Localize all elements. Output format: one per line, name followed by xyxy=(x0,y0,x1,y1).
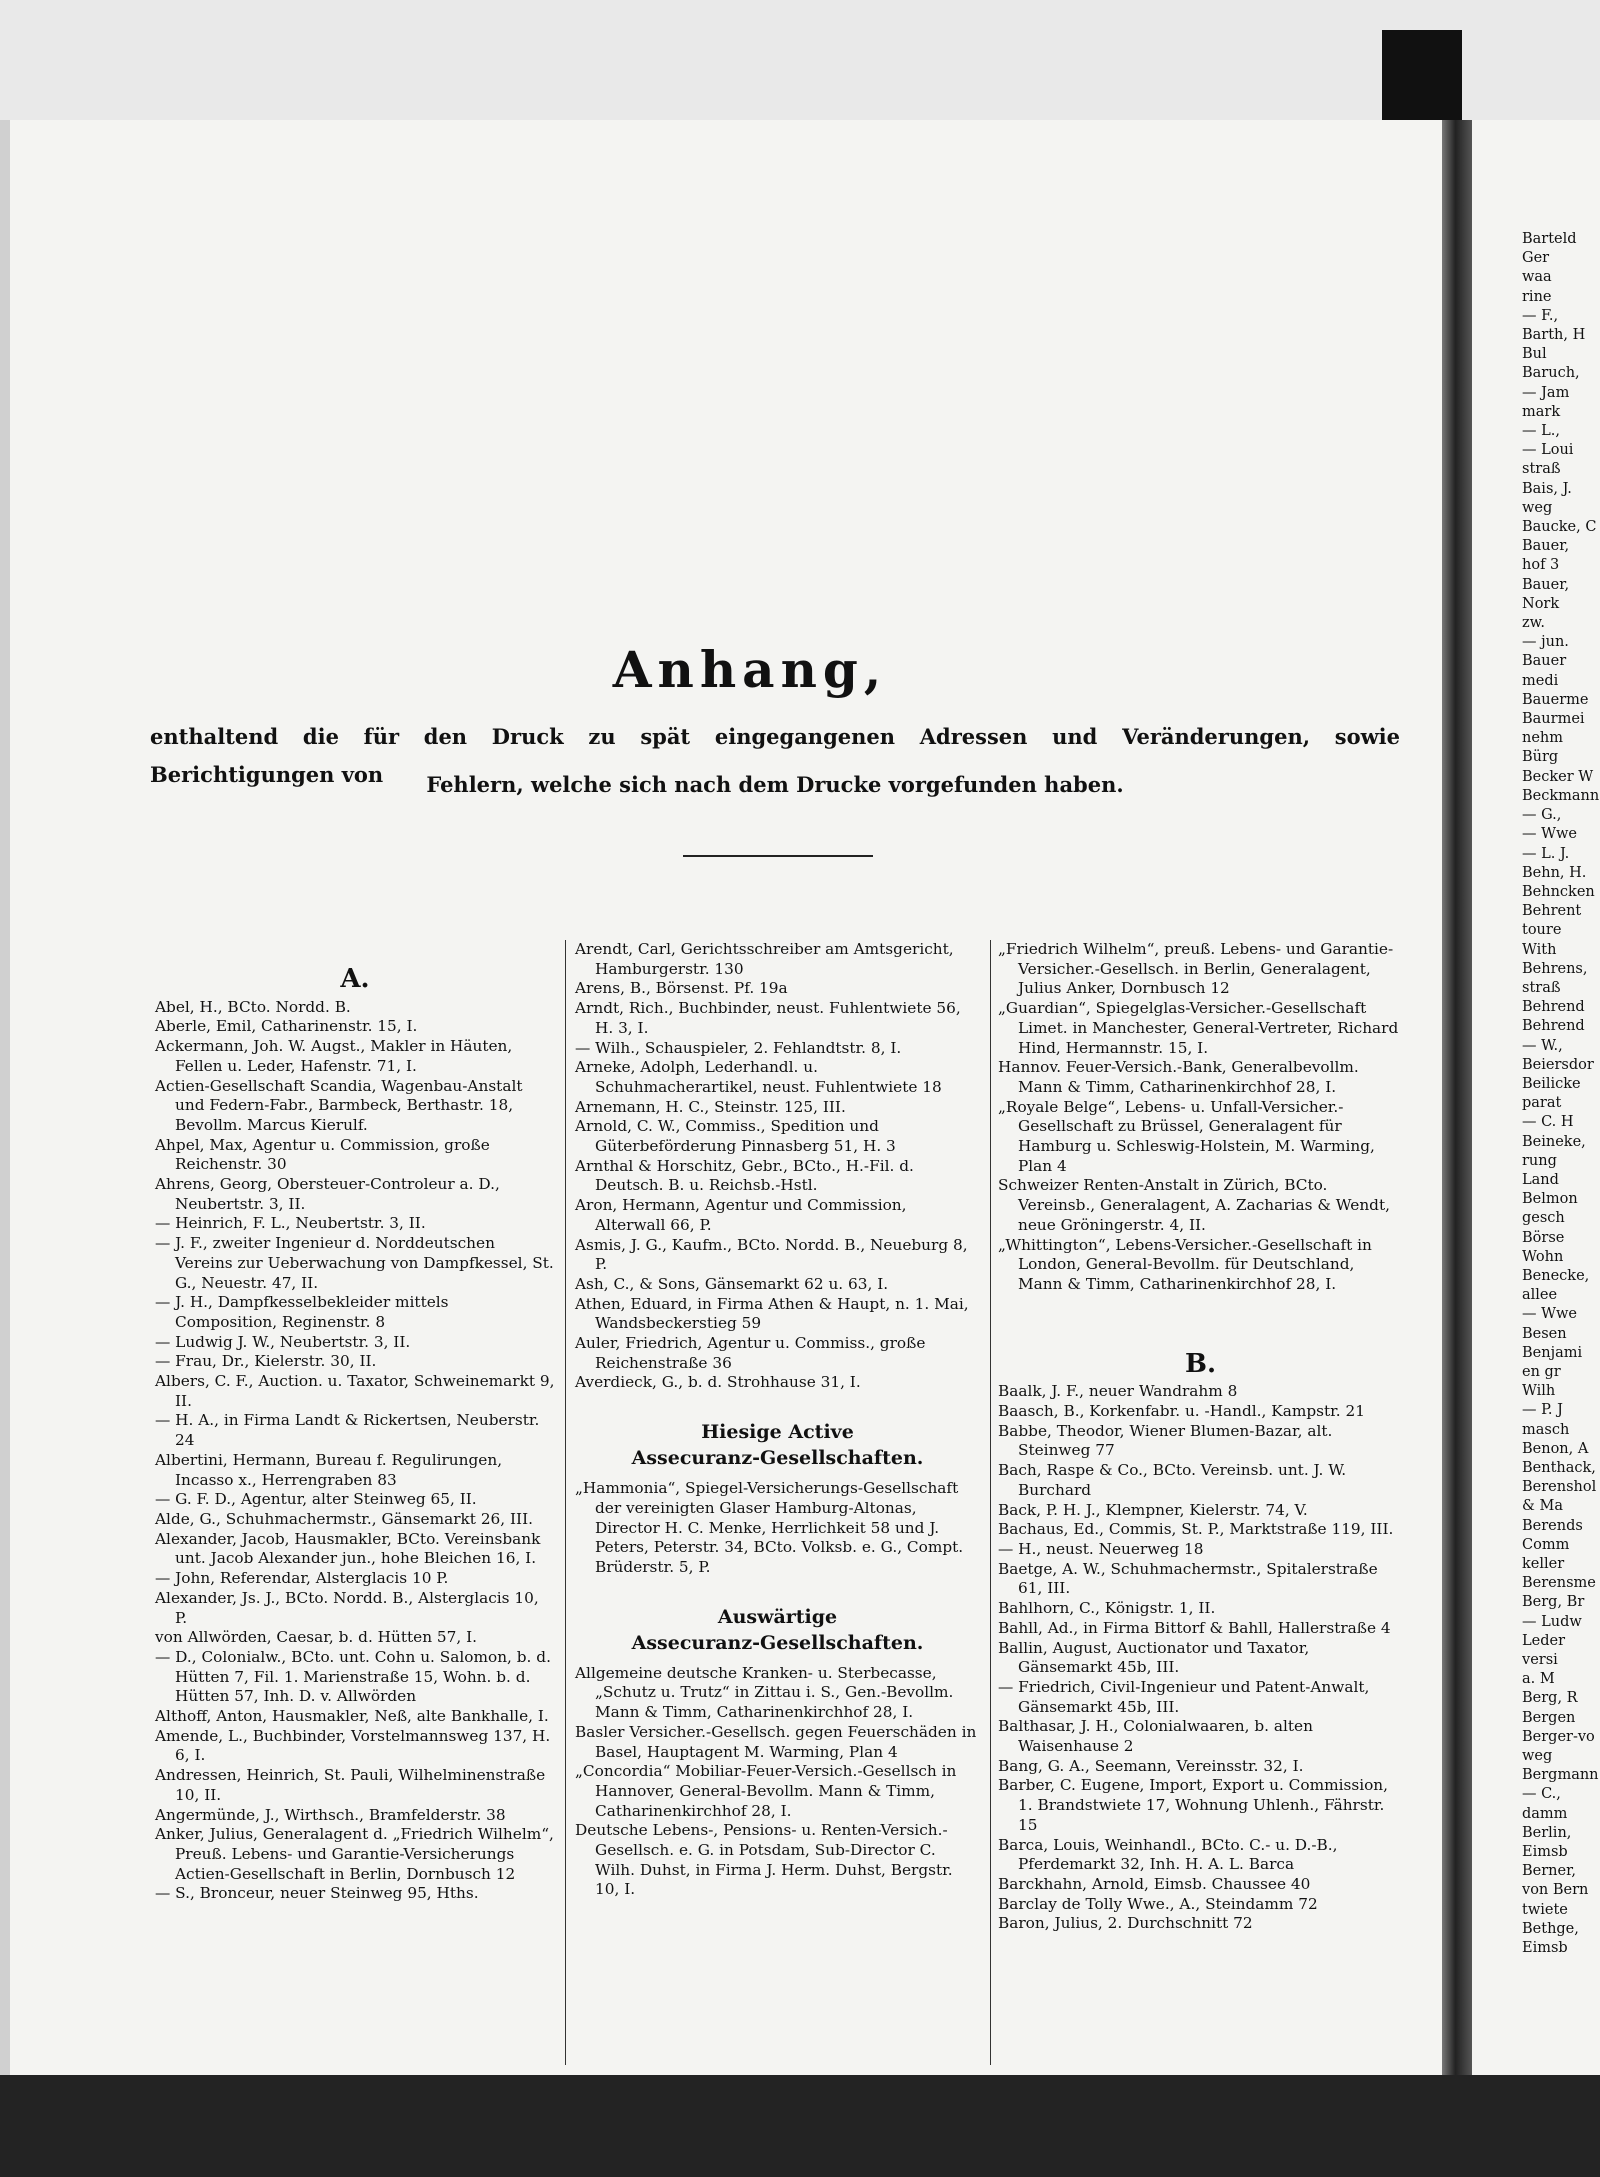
fragment-line: Beilicke xyxy=(1522,1075,1581,1092)
fragment-line: Behrens, xyxy=(1522,960,1588,977)
intro-line-2: Fehlern, welche sich nach dem Drucke vorgefunden haben. xyxy=(426,772,1124,797)
fragment-line: medi xyxy=(1522,672,1559,689)
insurance-entry: Deutsche Lebens-, Pensions- u. Renten-Versich.-Gesellsch. e. G. in Potsdam, Sub-Director C. Wilh. Duhst, in Firma J. Herm. Duhst, Bergstr. 10, I. xyxy=(575,1821,953,1899)
fragment-line: Baruch, xyxy=(1522,365,1580,382)
directory-entry: Ballin, August, Auctionator und Taxator, Gänsemarkt 45b, III. xyxy=(998,1638,1310,1677)
directory-entry: Baalk, J. F., neuer Wandrahm 8 xyxy=(998,1382,1238,1401)
directory-entry: Auler, Friedrich, Agentur u. Commiss., große Reichenstraße 36 xyxy=(575,1334,926,1372)
directory-entry: Ackermann, Joh. W. Augst., Makler in Häuten, Fellen u. Leder, Hafenstr. 71, I. xyxy=(155,1037,513,1075)
directory-entry: — S., Bronceur, neuer Steinweg 95, Hths. xyxy=(155,1884,479,1903)
directory-entry: — Friedrich, Civil-Ingenieur und Patent-Anwalt, Gänsemarkt 45b, III. xyxy=(998,1677,1370,1716)
directory-entry: Bach, Raspe & Co., BCto. Vereinsb. unt. J. W. Burchard xyxy=(998,1461,1347,1499)
fragment-line: gesch xyxy=(1522,1210,1565,1227)
directory-entry: Aberle, Emil, Catharinenstr. 15, I. xyxy=(155,1017,418,1036)
fragment-line: Börse xyxy=(1522,1229,1565,1246)
directory-entry: — Heinrich, F. L., Neubertstr. 3, II. xyxy=(155,1214,426,1233)
fragment-line: — P. J xyxy=(1522,1402,1563,1419)
directory-entry: Back, P. H. J., Klempner, Kielerstr. 74, V. xyxy=(998,1500,1308,1519)
section-letter-a: A. xyxy=(340,964,370,994)
section2-subtitle: Assecuranz-Gesellschaften. xyxy=(631,1631,924,1654)
fragment-line: — G., xyxy=(1522,807,1562,824)
fragment-line: Behrend xyxy=(1522,1018,1585,1035)
insurance-entry: „Friedrich Wilhelm“, preuß. Lebens- und Garantie-Versicher.-Gesellsch. in Berlin, Generalagent, Julius Anker, Dornbusch 12 xyxy=(998,940,1394,998)
fragment-line: Benecke, xyxy=(1522,1267,1590,1284)
column-2 xyxy=(575,940,980,1900)
directory-entry: Alde, G., Schuhmachermstr., Gänsemarkt 26, III. xyxy=(155,1509,533,1528)
foreign-insurance-entries-continued xyxy=(998,940,1403,1295)
section-letter-b: B. xyxy=(1184,1348,1217,1379)
insurance-entry: Allgemeine deutsche Kranken- u. Sterbecasse, „Schutz u. Trutz“ in Zittau i. S., Gen.-Bevollm. Mann & Timm, Catharinenkirchhof 28, I. xyxy=(575,1663,954,1722)
fragment-line: straß xyxy=(1522,461,1561,478)
directory-entry: Alexander, Jacob, Hausmakler, BCto. Vereinsbank unt. Jacob Alexander jun., hohe Bleichen 16, I. xyxy=(155,1529,541,1568)
fragment-line: rine xyxy=(1522,288,1552,305)
directory-entry: Averdieck, G., b. d. Strohhause 31, I. xyxy=(575,1373,861,1392)
fragment-line: Benon, A xyxy=(1522,1440,1589,1457)
directory-entry: Baasch, B., Korkenfabr. u. -Handl., Kampstr. 21 xyxy=(998,1402,1365,1421)
fragment-line: Behn, H. xyxy=(1522,864,1587,881)
fragment-line: parat xyxy=(1522,1095,1562,1112)
directory-entry: Bang, G. A., Seemann, Vereinsstr. 32, I. xyxy=(998,1756,1304,1775)
fragment-line: Bauerme xyxy=(1522,691,1589,708)
fragment-line: Bethge, xyxy=(1522,1920,1579,1937)
dark-shadow xyxy=(1382,30,1462,120)
directory-entry: Asmis, J. G., Kaufm., BCto. Nordd. B., Neueburg 8, P. xyxy=(575,1235,968,1274)
fragment-line: Berg, Br xyxy=(1522,1594,1585,1611)
fragment-line: straß xyxy=(1522,979,1561,996)
fragment-line: nehm xyxy=(1522,730,1564,747)
fragment-line: — jun. xyxy=(1522,634,1569,651)
directory-entry: — J. F., zweiter Ingenieur d. Norddeutschen Vereins zur Ueberwachung von Dampfkessel, St. G., Neuestr. 47, II. xyxy=(155,1234,554,1292)
fragment-line: Bul xyxy=(1522,346,1547,363)
directory-entry: Babbe, Theodor, Wiener Blumen-Bazar, alt. Steinweg 77 xyxy=(998,1421,1333,1460)
top-margin xyxy=(0,0,1600,120)
directory-entry: — Frau, Dr., Kielerstr. 30, II. xyxy=(155,1352,377,1371)
directory-entry: — Wilh., Schauspieler, 2. Fehlandtstr. 8, I. xyxy=(575,1038,902,1057)
fragment-line: Bauer, xyxy=(1522,538,1570,555)
fragment-line: — Loui xyxy=(1522,442,1574,459)
directory-entry: Albertini, Hermann, Bureau f. Regulirungen, Incasso x., Herrengraben 83 xyxy=(155,1450,503,1489)
fragment-line: en gr xyxy=(1522,1363,1561,1380)
directory-entry: Ahrens, Georg, Obersteuer-Controleur a. D., Neubertstr. 3, II. xyxy=(155,1175,500,1213)
fragment-line: Berensme xyxy=(1522,1575,1596,1592)
directory-entry: Abel, H., BCto. Nordd. B. xyxy=(155,997,351,1016)
fragment-line: Beckmann xyxy=(1522,787,1600,804)
section1-title: Hiesige Active xyxy=(701,1421,854,1444)
directory-entry: — H. A., in Firma Landt & Rickertsen, Neuberstr. 24 xyxy=(155,1411,540,1450)
fragment-line: von Bern xyxy=(1522,1882,1589,1899)
directory-entry: — D., Colonialw., BCto. unt. Cohn u. Salomon, b. d. Hütten 7, Fil. 1. Marienstraße 15, Wohn. b. d. Hütten 57, Inh. D. v. Allwörden xyxy=(155,1647,551,1706)
fragment-line: Bauer xyxy=(1522,653,1567,670)
directory-entry: Barca, Louis, Weinhandl., BCto. C.- u. D.-B., Pferdemarkt 32, Inh. H. A. L. Barca xyxy=(998,1835,1338,1874)
section1-subtitle: Assecuranz-Gesellschaften. xyxy=(631,1447,924,1470)
insurance-entry: „Hammonia“, Spiegel-Versicherungs-Gesellschaft der vereinigten Glaser Hamburg-Altonas, Director H. C. Menke, Herrlichkeit 58 und J. Peters, Peterstr. 34, BCto. Volksb. e. G., Compt. Brüderstr. 5, P. xyxy=(575,1479,964,1576)
directory-entry: Andressen, Heinrich, St. Pauli, Wilhelminenstraße 10, II. xyxy=(155,1766,546,1804)
directory-entry: Arnthal & Horschitz, Gebr., BCto., H.-Fil. d. Deutsch. B. u. Reichsb.-Hstl. xyxy=(575,1156,914,1195)
fragment-line: Bürg xyxy=(1522,749,1559,766)
insurance-entry: „Guardian“, Spiegelglas-Versicher.-Gesellschaft Limet. in Manchester, General-Vertreter, Richard Hind, Hermannstr. 15, I. xyxy=(998,999,1399,1057)
fragment-line: twiete xyxy=(1522,1901,1568,1918)
fragment-line: Barteld xyxy=(1522,231,1577,247)
fragment-line: a. M xyxy=(1522,1671,1555,1688)
column-1 xyxy=(155,964,555,1904)
fragment-line: Eimsb xyxy=(1522,1844,1568,1861)
fragment-line: — Ludw xyxy=(1522,1613,1582,1630)
fragment-line: Becker W xyxy=(1522,768,1594,785)
fragment-line: Barth, H xyxy=(1522,327,1586,344)
fragment-line: Baucke, C xyxy=(1522,519,1597,536)
next-page-fragment xyxy=(1522,230,1600,1958)
directory-entry: Arndt, Rich., Buchbinder, neust. Fuhlentwiete 56, H. 3, I. xyxy=(575,999,961,1037)
fragment-line: hof 3 xyxy=(1522,557,1560,574)
fragment-line: — Jam xyxy=(1522,384,1570,401)
directory-entry: Arnold, C. W., Commiss., Spedition und Güterbeförderung Pinnasberg 51, H. 3 xyxy=(575,1117,896,1156)
left-page-edge xyxy=(0,120,10,2075)
fragment-line: damm xyxy=(1522,1805,1568,1822)
directory-entry: von Allwörden, Caesar, b. d. Hütten 57, I. xyxy=(155,1628,478,1647)
directory-entry: Bachaus, Ed., Commis, St. P., Marktstraße 119, III. xyxy=(998,1520,1394,1539)
directory-entry: — H., neust. Neuerweg 18 xyxy=(998,1539,1204,1558)
fragment-line: Bergen xyxy=(1522,1709,1576,1726)
fragment-line: keller xyxy=(1522,1556,1565,1573)
directory-entry: Ash, C., & Sons, Gänsemarkt 62 u. 63, I. xyxy=(575,1274,889,1293)
fragment-line: Benthack, xyxy=(1522,1460,1596,1476)
fragment-line: Behrend xyxy=(1522,999,1585,1016)
fragment-line: Berg, R xyxy=(1522,1690,1578,1707)
fragment-line: Besen xyxy=(1522,1325,1567,1342)
insurance-entry: „Royale Belge“, Lebens- u. Unfall-Versicher.-Gesellschaft zu Brüssel, Generalagent für Hamburg u. Schleswig-Holstein, M. Warming, Plan 4 xyxy=(998,1097,1375,1175)
fragment-line: Berenshol xyxy=(1522,1479,1597,1496)
fragment-line: versi xyxy=(1522,1652,1558,1669)
directory-entry: — Ludwig J. W., Neubertstr. 3, II. xyxy=(155,1332,411,1351)
fragment-line: Leder xyxy=(1522,1632,1566,1649)
directory-entry: Albers, C. F., Auction. u. Taxator, Schweinemarkt 9, II. xyxy=(155,1372,555,1410)
bottom-margin xyxy=(0,2075,1600,2177)
fragment-line: — C., xyxy=(1522,1786,1561,1803)
insurance-entry: „Concordia“ Mobiliar-Feuer-Versich.-Gesellsch in Hannover, General-Bevollm. Mann & Timm, Catharinenkirchhof 28, I. xyxy=(575,1762,957,1820)
fragment-line: — L. J. xyxy=(1522,845,1570,862)
title-rule xyxy=(683,855,873,857)
fragment-line: Beineke, xyxy=(1522,1133,1586,1150)
directory-entry: — John, Referendar, Alsterglacis 10 P. xyxy=(155,1569,449,1588)
fragment-line: weg xyxy=(1522,1748,1553,1765)
fragment-line: zw. xyxy=(1522,615,1545,632)
directory-entry: Barber, C. Eugene, Import, Export u. Commission, 1. Brandstwiete 17, Wohnung Uhlenh., Fährstr. 15 xyxy=(998,1776,1389,1834)
directory-entry: Arnemann, H. C., Steinstr. 125, III. xyxy=(575,1097,846,1116)
fragment-line: Beiersdor xyxy=(1522,1056,1594,1073)
directory-entry: Actien-Gesellschaft Scandia, Wagenbau-Anstalt und Federn-Fabr., Barmbeck, Berthastr. 18, Bevollm. Marcus Kierulf. xyxy=(155,1076,523,1134)
fragment-line: Behrent xyxy=(1522,903,1582,920)
fragment-line: Bais, J. xyxy=(1522,480,1572,497)
fragment-line: Berlin, xyxy=(1522,1824,1572,1841)
directory-entry: Baetge, A. W., Schuhmachermstr., Spitalerstraße 61, III. xyxy=(998,1559,1378,1598)
entries-a xyxy=(155,998,555,1904)
entries-a-continued xyxy=(575,940,980,1393)
fragment-line: — W., xyxy=(1522,1037,1563,1054)
local-insurance-entries xyxy=(575,1479,980,1578)
insurance-entry: Hannov. Feuer-Versich.-Bank, Generalbevollm. Mann & Timm, Catharinenkirchhof 28, I. xyxy=(998,1058,1359,1096)
book-gutter xyxy=(1442,120,1472,2075)
fragment-line: waa xyxy=(1522,269,1552,286)
fragment-line: Ger xyxy=(1522,250,1550,267)
fragment-line: Behncken xyxy=(1522,883,1595,900)
directory-entry: Alexander, Js. J., BCto. Nordd. B., Alsterglacis 10, P. xyxy=(155,1588,539,1627)
fragment-line: With xyxy=(1522,941,1557,958)
directory-entry: Barclay de Tolly Wwe., A., Steindamm 72 xyxy=(998,1894,1318,1913)
page-title: Anhang, xyxy=(612,640,888,699)
column-3 xyxy=(998,940,1403,1934)
fragment-line: weg xyxy=(1522,499,1553,516)
directory-entry: Arens, B., Börsenst. Pf. 19a xyxy=(575,979,788,998)
directory-entry: Arneke, Adolph, Lederhandl. u. Schuhmacherartikel, neust. Fuhlentwiete 18 xyxy=(575,1058,942,1096)
fragment-line: — F., xyxy=(1522,307,1559,324)
fragment-line: mark xyxy=(1522,403,1561,420)
directory-entry: — J. H., Dampfkesselbekleider mittels Composition, Reginenstr. 8 xyxy=(155,1293,449,1331)
column-divider xyxy=(565,940,566,2065)
insurance-entry: „Whittington“, Lebens-Versicher.-Gesellschaft in London, General-Bevollm. für Deutschland, Mann & Timm, Catharinenkirchhof 28, I. xyxy=(998,1235,1372,1293)
fragment-line: — C. H xyxy=(1522,1114,1574,1131)
section2-title: Auswärtige xyxy=(717,1605,838,1628)
directory-entry: Bahlhorn, C., Königstr. 1, II. xyxy=(998,1599,1216,1618)
directory-entry: Amende, L., Buchbinder, Vorstelmannsweg 137, H. 6, I. xyxy=(155,1726,551,1765)
column-divider xyxy=(990,940,991,2065)
fragment-line: Eimsb xyxy=(1522,1940,1568,1957)
directory-entry: Angermünde, J., Wirthsch., Bramfelderstr. 38 xyxy=(155,1805,506,1824)
fragment-line: Wilh xyxy=(1522,1383,1556,1400)
foreign-insurance-entries xyxy=(575,1664,980,1900)
fragment-line: & Ma xyxy=(1522,1498,1564,1515)
fragment-line: — Wwe xyxy=(1522,826,1578,843)
fragment-line: — Wwe xyxy=(1522,1306,1578,1323)
directory-entry: Barckhahn, Arnold, Eimsb. Chaussee 40 xyxy=(998,1874,1311,1893)
directory-entry: Bahll, Ad., in Firma Bittorf & Bahll, Hallerstraße 4 xyxy=(998,1618,1391,1637)
fragment-line: Wohn xyxy=(1522,1248,1564,1265)
intro-line-1: enthaltend die für den Druck zu spät eingegangenen Adressen und Veränderungen, sowie Berichtigungen von xyxy=(150,724,1400,787)
directory-entry: Athen, Eduard, in Firma Athen & Haupt, n. 1. Mai, Wandsbeckerstieg 59 xyxy=(575,1294,969,1333)
fragment-line: allee xyxy=(1522,1287,1558,1304)
fragment-line: Comm xyxy=(1522,1536,1570,1553)
directory-entry: Baron, Julius, 2. Durchschnitt 72 xyxy=(998,1914,1253,1933)
directory-entry: — G. F. D., Agentur, alter Steinweg 65, II. xyxy=(155,1490,477,1509)
directory-entry: Arendt, Carl, Gerichtsschreiber am Amtsgericht, Hamburgerstr. 130 xyxy=(575,940,954,978)
fragment-line: toure xyxy=(1522,922,1562,939)
fragment-line: Berger-vo xyxy=(1522,1728,1595,1745)
fragment-line: Bauer, xyxy=(1522,576,1570,593)
directory-entry: Althoff, Anton, Hausmakler, Neß, alte Bankhalle, I. xyxy=(155,1707,549,1726)
directory-entry: Anker, Julius, Generalagent d. „Friedrich Wilhelm“, Preuß. Lebens- und Garantie-Versicherungs Actien-Gesellschaft in Berlin, Dornbusch 12 xyxy=(155,1825,554,1883)
insurance-entry: Schweizer Renten-Anstalt in Zürich, BCto. Vereinsb., Generalagent, A. Zacharias & Wendt, neue Gröningerstr. 4, II. xyxy=(998,1176,1390,1234)
fragment-line: Belmon xyxy=(1522,1191,1578,1208)
fragment-line: — L., xyxy=(1522,423,1560,440)
directory-entry: Balthasar, J. H., Colonialwaaren, b. alten Waisenhause 2 xyxy=(998,1717,1313,1756)
fragment-line: rung xyxy=(1522,1152,1557,1169)
fragment-line: Berends xyxy=(1522,1517,1583,1534)
insurance-entry: Basler Versicher.-Gesellsch. gegen Feuerschäden in Basel, Hauptagent M. Warming, Plan 4 xyxy=(575,1722,977,1761)
entries-b xyxy=(998,1382,1403,1934)
fragment-line: Bergmann xyxy=(1522,1767,1599,1784)
directory-entry: Aron, Hermann, Agentur und Commission, Alterwall 66, P. xyxy=(575,1196,907,1234)
fragment-line: Land xyxy=(1522,1171,1559,1188)
fragment-line: Nork xyxy=(1522,595,1560,612)
fragment-line: Berner, xyxy=(1522,1863,1577,1880)
fragment-line: Benjami xyxy=(1522,1344,1583,1361)
directory-entry: Ahpel, Max, Agentur u. Commission, große Reichenstr. 30 xyxy=(155,1135,490,1174)
fragment-line: masch xyxy=(1522,1421,1570,1438)
fragment-line: Baurmei xyxy=(1522,711,1585,728)
